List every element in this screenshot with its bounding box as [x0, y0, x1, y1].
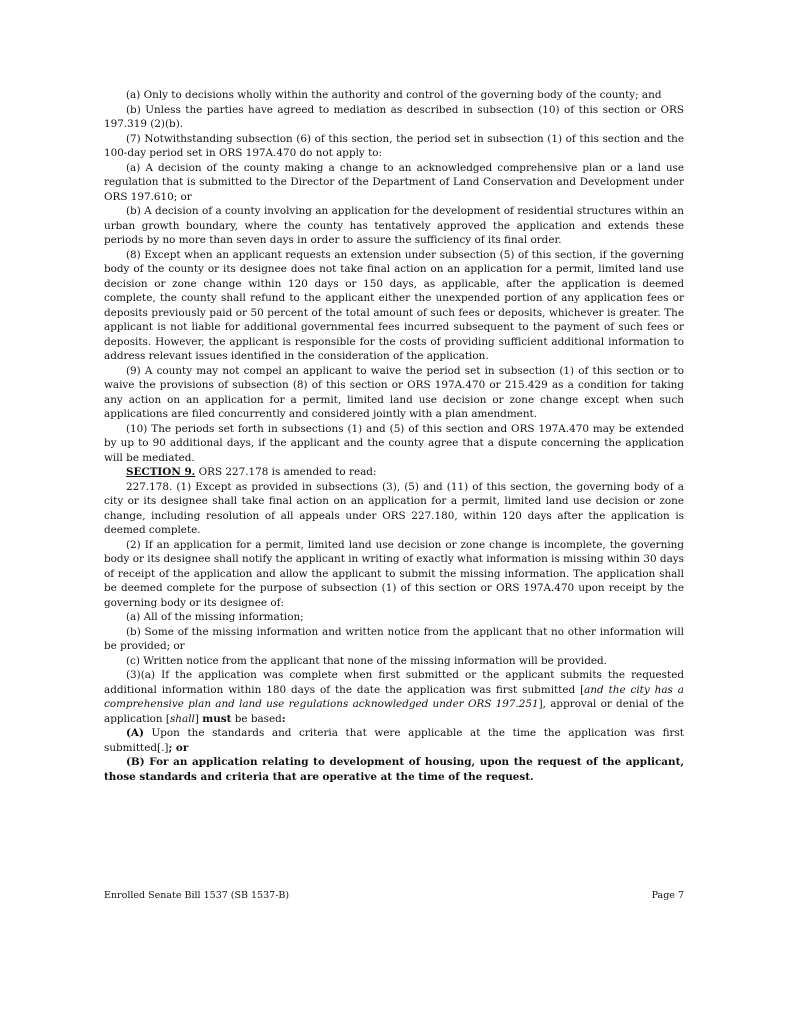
p3a-text-2: ], approval or denial of the application [	[104, 698, 684, 725]
paragraph-227-178-3a	[104, 668, 684, 726]
paragraph-9: (9) A county may not compel an applicant to waive the period set in subsection (1) of this section or to waive the provisions of subsection (8) of this section or ORS 197A.470 or 215.429 as a condition for taking any action on an application for a permit, limited land use decision or zone change except when such applications are filed concurrently and considered jointly with a plan amendment.	[104, 364, 684, 420]
document-body	[104, 88, 684, 784]
pA-inserted-bold: ; or	[168, 741, 189, 754]
p3a-deleted-italic-1: and the city has a comprehensive plan and land use regulations acknowledged under ORS 197.251	[104, 683, 684, 710]
paragraph-7b: (b) A decision of a county involving an application for the development of residential structures within an urban growth boundary, where the county has tentatively approved the application and extends these periods by no more than seven days in order to assure the sufficiency of its final order.	[104, 205, 684, 246]
p3a-inserted-bold-1: must	[202, 712, 232, 725]
footer-page-number: Page 7	[651, 890, 684, 901]
paragraph-227-178-3a-B: (B) For an application relating to development of housing, upon the request of the applicant, those standards and criteria that are operative at the time of the request.	[104, 756, 684, 783]
section-heading	[104, 465, 684, 480]
paragraph-7: (7) Notwithstanding subsection (6) of this section, the period set in subsection (1) of this section and the 100-day period set in ORS 197A.470 do not apply to:	[104, 132, 684, 159]
paragraph-227-178-2: (2) If an application for a permit, limited land use decision or zone change is incomplete, the governing body or its designee shall notify the applicant in writing of exactly what information is missing within 30 days of receipt of the application and allow the applicant to submit the missing information. The application shall be deemed complete for the purpose of subsection (1) of this section or ORS 197A.470 upon receipt by the governing body or its designee of:	[104, 538, 684, 609]
section-text: ORS 227.178 is amended to read:	[195, 466, 377, 478]
pA-label: (A)	[126, 727, 144, 739]
p3a-deleted-italic-2: shall	[169, 712, 195, 725]
p3a-text-4: be based	[231, 712, 282, 725]
section-label: SECTION 9.	[126, 466, 196, 478]
paragraph-227-178-2b: (b) Some of the missing information and written notice from the applicant that no other information will be provided; or	[104, 625, 684, 652]
paragraph-7a: (a) A decision of the county making a change to an acknowledged comprehensive plan or a land use regulation that is submitted to the Director of the Department of Land Conservation and Development under ORS 197.610; or	[104, 161, 684, 203]
paragraph-8: (8) Except when an applicant requests an extension under subsection (5) of this section, if the governing body of the county or its designee does not take final action on an application for a permit, limited land use decision or zone change within 120 days or 150 days, as applicable, after the application is deemed complete, the county shall refund to the applicant either the unexpended portion of any application fees or deposits previously paid or 50 percent of the total amount of such fees or deposits, whichever is greater. The applicant is not liable for additional governmental fees incurred subsequent to the payment of such fees or deposits. However, the applicant is responsible for the costs of providing sufficient additional information to address relevant issues identified in the consideration of the application.	[104, 248, 684, 362]
paragraph-227-178-1: 227.178. (1) Except as provided in subsections (3), (5) and (11) of this section, the governing body of a city or its designee shall take final action on an application for a permit, limited land use decision or zone change, including resolution of all appeals under ORS 227.180, within 120 days after the application is deemed complete.	[104, 480, 684, 536]
footer-bill-title: Enrolled Senate Bill 1537 (SB 1537-B)	[104, 890, 290, 901]
p3a-text-1: (3)(a) If the application was complete when first submitted or the applicant submits the requested additional information within 180 days of the date the application was first submitted [	[104, 669, 684, 696]
pA-text-2: ]	[164, 741, 169, 754]
paragraph-6a: (a) Only to decisions wholly within the authority and control of the governing body of the county; and	[126, 89, 662, 101]
pA-text: Upon the standards and criteria that were applicable at the time the application was first submitted[	[104, 727, 684, 754]
paragraph-227-178-2a: (a) All of the missing information;	[126, 611, 304, 623]
paragraph-227-178-2c: (c) Written notice from the applicant that none of the missing information will be provided.	[126, 654, 607, 667]
paragraph-227-178-3a-A	[104, 726, 684, 755]
paragraph-6b: (b) Unless the parties have agreed to mediation as described in subsection (10) of this section or ORS 197.319 (2)(b).	[104, 103, 684, 130]
p3a-inserted-bold-2: :	[281, 712, 286, 725]
p3a-text-3: ]	[194, 712, 203, 725]
paragraph-10: (10) The periods set forth in subsections (1) and (5) of this section and ORS 197A.470 may be extended by up to 90 additional days, if the applicant and the county agree that a dispute concerning the application will be mediated.	[104, 422, 684, 464]
pA-deleted-italic: .	[161, 741, 165, 754]
